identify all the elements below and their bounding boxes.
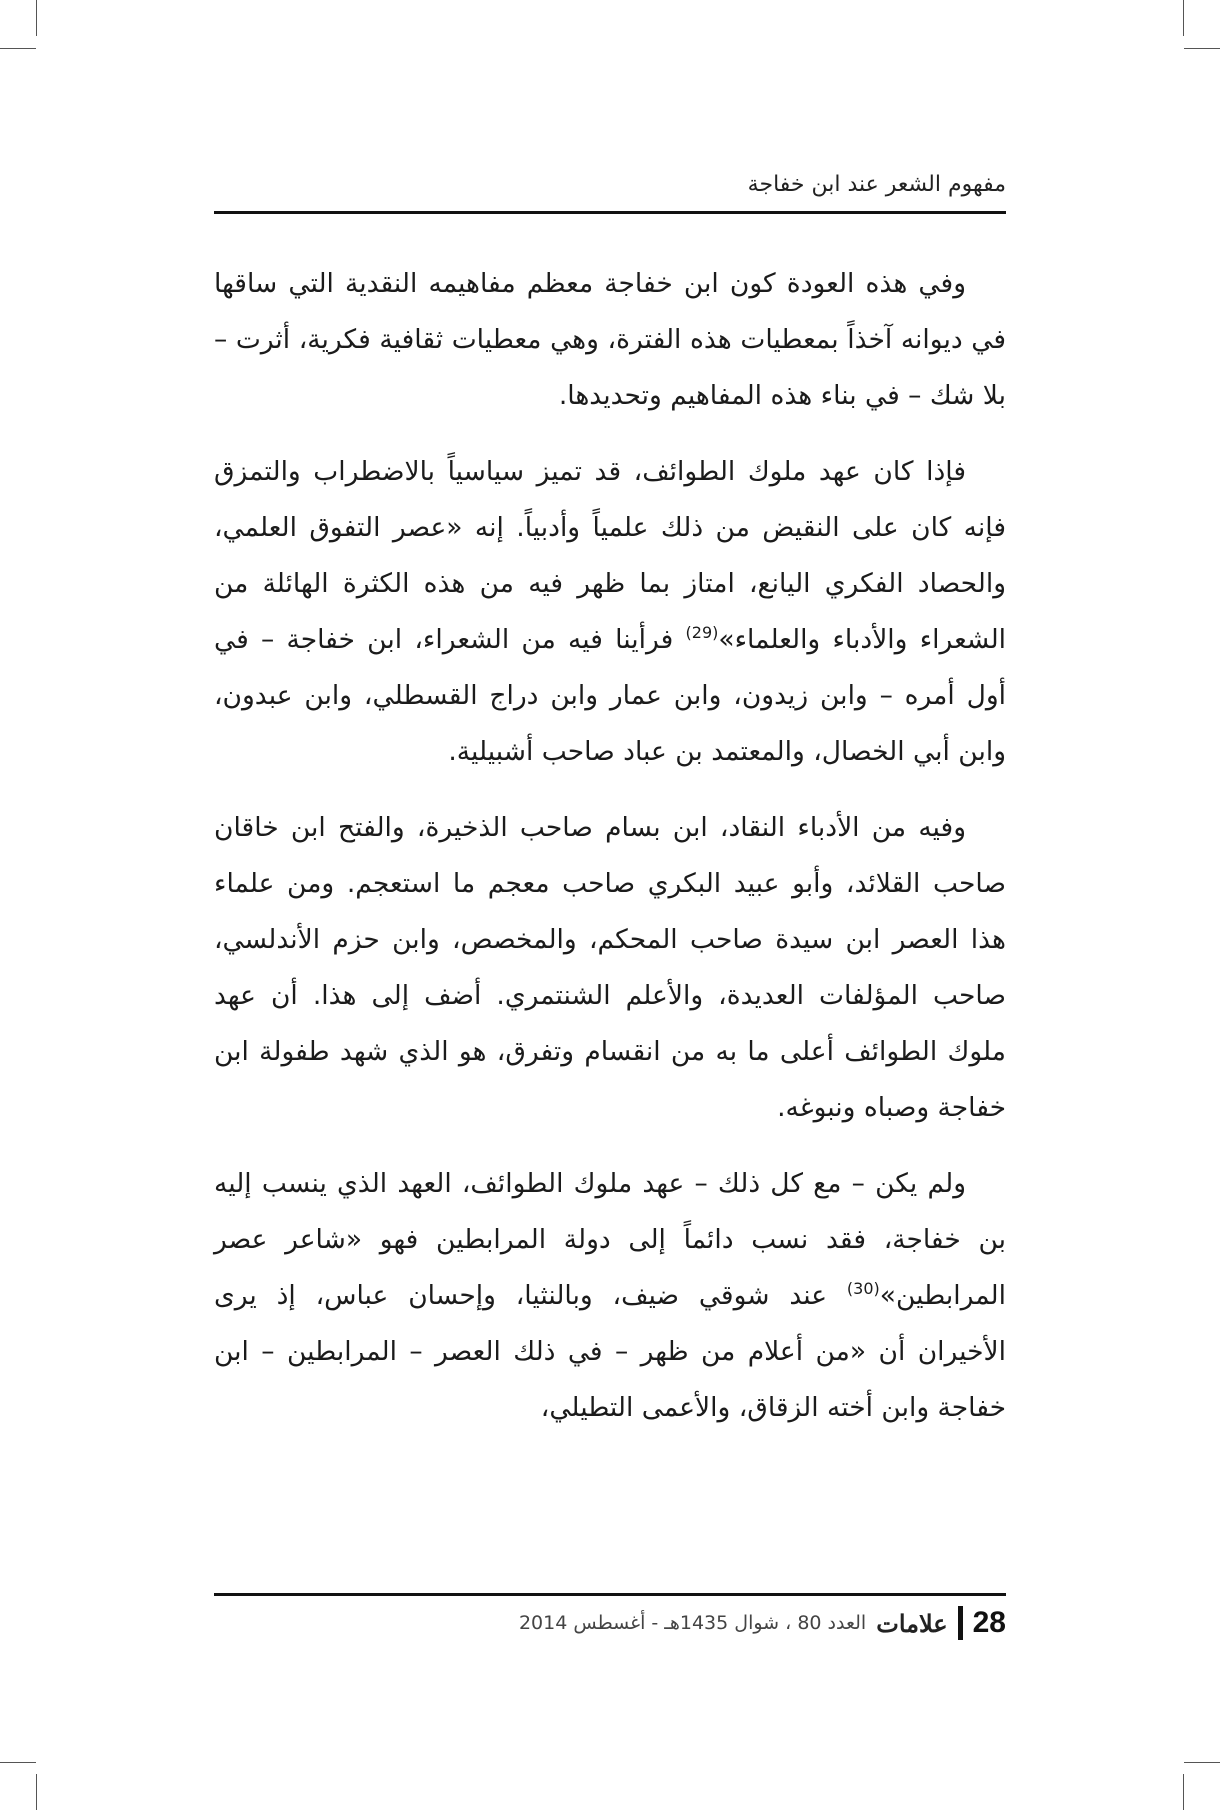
- paragraph: [214, 800, 1006, 1136]
- journal-logo: علامات: [876, 1608, 948, 1638]
- paragraph-text: فرأينا فيه من الشعراء، ابن خفاجة – في أول أمره – وابن زيدون، وابن عمار وابن دراج القسطلي، وابن عبدون، وابن أبي الخصال، والمعتمد بن عباد صاحب أشبيلية.: [214, 624, 1006, 767]
- crop-mark: [0, 48, 36, 49]
- paragraph: [214, 256, 1006, 424]
- crop-mark: [1184, 1762, 1220, 1763]
- crop-mark: [1183, 0, 1184, 36]
- paragraph-text: وفي هذه العودة كون ابن خفاجة معظم مفاهيمه النقدية التي ساقها في ديوانه آخذاً بمعطيات هذه الفترة، وهي معطيات ثقافية فكرية، أثرت – بلا شك – في بناء هذه المفاهيم وتحديدها.: [214, 268, 1006, 411]
- issue-info: العدد 80 ، شوال 1435هـ - أغسطس 2014: [518, 1612, 867, 1634]
- paragraph-text: ولم يكن – مع كل ذلك – عهد ملوك الطوائف، العهد الذي ينسب إليه بن خفاجة، فقد نسب دائماً إلى دولة المرابطين فهو «شاعر عصر المرابطين»: [214, 1168, 1006, 1311]
- paragraph: [214, 444, 1006, 780]
- paragraph-text: عند شوقي ضيف، وبالنثيا، وإحسان عباس، إذ يرى الأخيران أن «من أعلام من ظهر – في ذلك العصر – المرابطين – ابن خفاجة وابن أخته الزقاق، والأعمى التطيلي،: [214, 1280, 1006, 1423]
- crop-mark: [36, 1774, 37, 1810]
- page-footer: [519, 1606, 1006, 1640]
- footer-rule: [214, 1593, 1006, 1596]
- footer-divider: [958, 1606, 963, 1640]
- crop-mark: [0, 1762, 36, 1763]
- crop-mark: [36, 0, 37, 36]
- footnote-ref: (30): [846, 1279, 880, 1299]
- paragraph-text: فإذا كان عهد ملوك الطوائف، قد تميز سياسياً بالاضطراب والتمزق فإنه كان على النقيض من ذلك علمياً وأدبياً. إنه «عصر التفوق العلمي، والحصاد الفكري اليانع، امتاز بما ظهر فيه من هذه الكثرة الهائلة من الشعراء والأدباء والعلماء»: [214, 456, 1007, 655]
- body-text: [214, 256, 1006, 1456]
- running-title: مفهوم الشعر عند ابن خفاجة: [747, 172, 1006, 197]
- page: [214, 0, 1006, 1810]
- header-rule: [214, 211, 1006, 214]
- footnote-ref: (29): [685, 623, 719, 643]
- paragraph: [214, 1156, 1006, 1436]
- paragraph-text: وفيه من الأدباء النقاد، ابن بسام صاحب الذخيرة، والفتح ابن خاقان صاحب القلائد، وأبو عبيد البكري صاحب معجم ما استعجم. ومن علماء هذا العصر ابن سيدة صاحب المحكم، والمخصص، وابن حزم الأندلسي، صاحب المؤلفات العديدة، والأعلم الشنتمري. أضف إلى هذا. أن عهد ملوك الطوائف أعلى ما به من انقسام وتفرق، هو الذي شهد طفولة ابن خفاجة وصباه ونبوغه.: [214, 812, 1006, 1123]
- page-number: 28: [972, 1606, 1006, 1639]
- crop-mark: [1183, 1774, 1184, 1810]
- crop-mark: [1184, 48, 1220, 49]
